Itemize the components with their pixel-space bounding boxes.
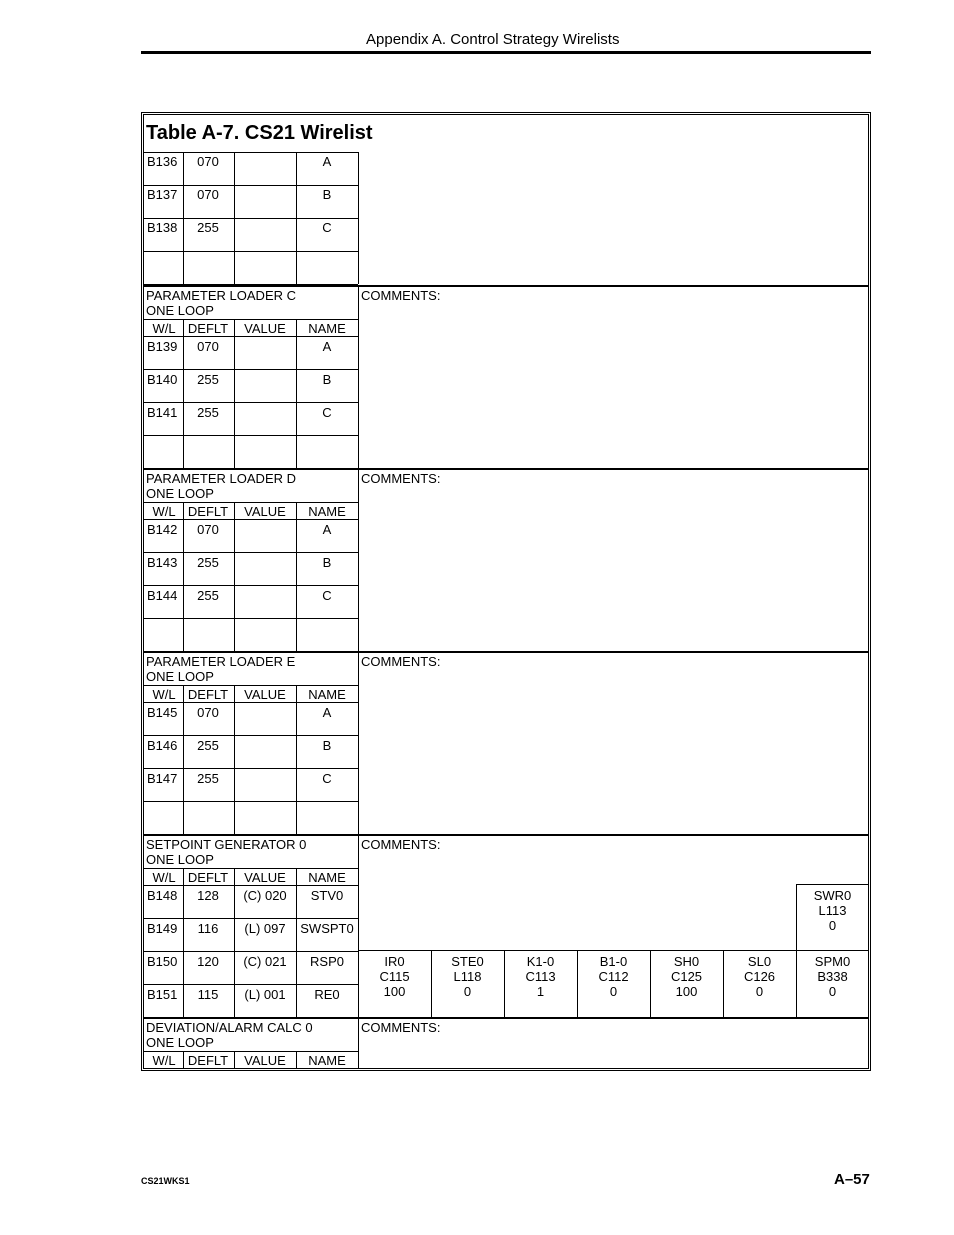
table-row-line [143,585,358,586]
comments-col-line [358,285,359,468]
table-row-line [143,918,358,919]
block-col-line [796,950,797,1017]
default-cell: 115 [197,987,219,1002]
wl-cell: B143 [147,555,178,570]
wl-cell: B145 [147,705,178,720]
default-cell: 255 [197,555,219,570]
section-subtitle: ONE LOOP [146,303,214,318]
name-cell: B [322,738,332,753]
table-row-line [143,685,358,686]
col-header-3: NAME [308,687,346,702]
col-header-1: DEFLT [187,504,229,519]
col-header-1: DEFLT [187,687,229,702]
table-row-line [143,319,358,320]
section-subtitle: ONE LOOP [146,1035,214,1050]
table-row-line [143,402,358,403]
value-cell: (C) 020 [243,888,287,903]
default-cell: 255 [197,738,219,753]
name-cell: A [322,705,332,720]
section-subtitle: ONE LOOP [146,852,214,867]
table-row-line [143,369,358,370]
table-col-line [296,319,297,468]
comments-label: COMMENTS: [361,471,441,486]
table-col-line [183,868,184,1017]
table-col-line [183,502,184,651]
section-subtitle: ONE LOOP [146,486,214,501]
table-row-line [143,519,358,520]
function-block-2: 0 [463,984,472,999]
comments-col-line [358,1017,359,1069]
col-header-3: NAME [308,1053,346,1068]
function-block-2: 0 [755,984,764,999]
default-cell: 255 [197,588,219,603]
wl-cell: B141 [147,405,178,420]
table-row-line [143,702,358,703]
table-row-line [143,735,358,736]
swr-block-line: SWR0 [813,888,852,903]
comments-label: COMMENTS: [361,837,441,852]
name-cell: C [322,771,332,786]
default-cell: 255 [197,405,219,420]
table-col-line [183,1051,184,1068]
default-cell: 128 [197,888,219,903]
name-cell: STV0 [310,888,344,903]
comments-label: COMMENTS: [361,288,441,303]
section-title: PARAMETER LOADER D [146,471,297,486]
section-title: DEVIATION/ALARM CALC 0 [146,1020,313,1035]
table-col-line [234,502,235,651]
col-header-0: W/L [152,1053,176,1068]
default-cell: 255 [197,220,219,235]
table-col-line [234,319,235,468]
name-cell: B [322,187,332,202]
wl-cell: B140 [147,372,178,387]
table-row-line [143,218,358,219]
function-block-2: 0 [609,984,618,999]
section-title: PARAMETER LOADER C [146,288,297,303]
table-row-line [143,1068,358,1069]
value-cell: (C) 021 [243,954,287,969]
function-block-0: B1-0 [599,954,628,969]
name-cell: B [322,555,332,570]
col-header-3: NAME [308,504,346,519]
table-col-line [296,1051,297,1068]
table-col-line [296,152,297,284]
table-col-line [296,502,297,651]
block-col-line [504,950,505,1017]
table-row-line [143,885,358,886]
function-block-1: B338 [817,969,848,984]
table-row-line [143,951,358,952]
table-col-line [143,152,144,284]
wl-cell: B137 [147,187,178,202]
function-block-0: SH0 [673,954,700,969]
section-divider [143,651,869,653]
name-cell: C [322,405,332,420]
wl-cell: B151 [147,987,178,1002]
col-header-2: VALUE [244,504,286,519]
table-row-line [143,185,358,186]
name-cell: A [322,154,332,169]
wl-cell: B138 [147,220,178,235]
section-divider [143,285,869,287]
table-col-line [234,868,235,1017]
default-cell: 255 [197,771,219,786]
col-header-3: NAME [308,870,346,885]
default-cell: 070 [197,154,219,169]
page-number: A–57 [834,1171,870,1188]
col-header-0: W/L [152,870,176,885]
default-cell: 116 [197,921,219,936]
name-cell: A [322,339,332,354]
function-block-2: 0 [828,984,837,999]
col-header-2: VALUE [244,870,286,885]
table-row-line [143,984,358,985]
name-cell: SWSPT0 [300,921,354,936]
block-col-line [650,950,651,1017]
header-rule [141,51,871,54]
col-header-1: DEFLT [187,870,229,885]
col-header-0: W/L [152,321,176,336]
table-row-line [143,435,358,436]
function-block-0: SL0 [747,954,772,969]
function-block-1: C125 [670,969,703,984]
comments-col-line [358,651,359,834]
col-header-3: NAME [308,321,346,336]
wl-cell: B136 [147,154,178,169]
col-header-1: DEFLT [187,1053,229,1068]
comments-col-line [358,468,359,651]
col-header-0: W/L [152,687,176,702]
col-header-2: VALUE [244,687,286,702]
table-row-line [143,152,358,153]
table-title: Table A-7. CS21 Wirelist [146,122,373,144]
table-row-line [143,552,358,553]
function-block-1: C113 [525,969,556,984]
col-header-2: VALUE [244,321,286,336]
name-cell: C [322,220,332,235]
running-header: Appendix A. Control Strategy Wirelists [366,31,620,48]
default-cell: 070 [197,705,219,720]
section-divider [143,834,869,836]
wl-cell: B150 [147,954,178,969]
wl-cell: B139 [147,339,178,354]
swr-block-line: 0 [828,918,837,933]
table-row-line [143,618,358,619]
default-cell: 120 [197,954,219,969]
function-block-2: 100 [383,984,406,999]
name-cell: RE0 [314,987,340,1002]
table-col-line [296,868,297,1017]
function-block-1: L118 [453,969,482,984]
table-col-line [234,685,235,834]
wl-cell: B146 [147,738,178,753]
default-cell: 070 [197,339,219,354]
section-title: PARAMETER LOADER E [146,654,296,669]
footer-doc-id: CS21WKS1 [141,1176,190,1186]
table-row-line [143,336,358,337]
wl-cell: B144 [147,588,178,603]
table-col-line [358,152,359,284]
block-row-line [796,884,869,885]
block-col-line [431,950,432,1017]
function-block-2: 100 [675,984,698,999]
table-row-line [143,768,358,769]
section-title: SETPOINT GENERATOR 0 [146,837,307,852]
function-block-2: 1 [536,984,545,999]
table-row-line [143,868,358,869]
value-cell: (L) 001 [244,987,286,1002]
table-col-line [234,152,235,284]
wl-cell: B148 [147,888,178,903]
name-cell: RSP0 [310,954,344,969]
table-row-line [143,251,358,252]
default-cell: 070 [197,522,219,537]
function-block-1: C126 [743,969,776,984]
table-col-line [296,685,297,834]
comments-label: COMMENTS: [361,654,441,669]
section-divider [143,468,869,470]
table-row-line [143,801,358,802]
table-col-line [183,685,184,834]
block-col-line [723,950,724,1017]
col-header-1: DEFLT [187,321,229,336]
section-divider [143,1017,869,1019]
table-col-line [234,1051,235,1068]
wl-cell: B147 [147,771,178,786]
value-cell: (L) 097 [244,921,286,936]
block-row-line [358,950,869,951]
name-cell: B [322,372,332,387]
function-block-1: C112 [598,969,629,984]
swr-block-line: L113 [818,903,847,918]
table-col-line [183,152,184,284]
default-cell: 070 [197,187,219,202]
function-block-0: K1-0 [526,954,555,969]
comments-label: COMMENTS: [361,1020,441,1035]
name-cell: C [322,588,332,603]
name-cell: A [322,522,332,537]
col-header-0: W/L [152,504,176,519]
section-subtitle: ONE LOOP [146,669,214,684]
table-row-line [143,1051,358,1052]
table-row-line [143,502,358,503]
wl-cell: B142 [147,522,178,537]
default-cell: 255 [197,372,219,387]
block-col-line [577,950,578,1017]
function-block-0: STE0 [451,954,484,969]
wl-cell: B149 [147,921,178,936]
function-block-1: C115 [379,969,410,984]
table-col-line [183,319,184,468]
function-block-0: IR0 [384,954,405,969]
col-header-2: VALUE [244,1053,286,1068]
function-block-0: SPM0 [814,954,851,969]
